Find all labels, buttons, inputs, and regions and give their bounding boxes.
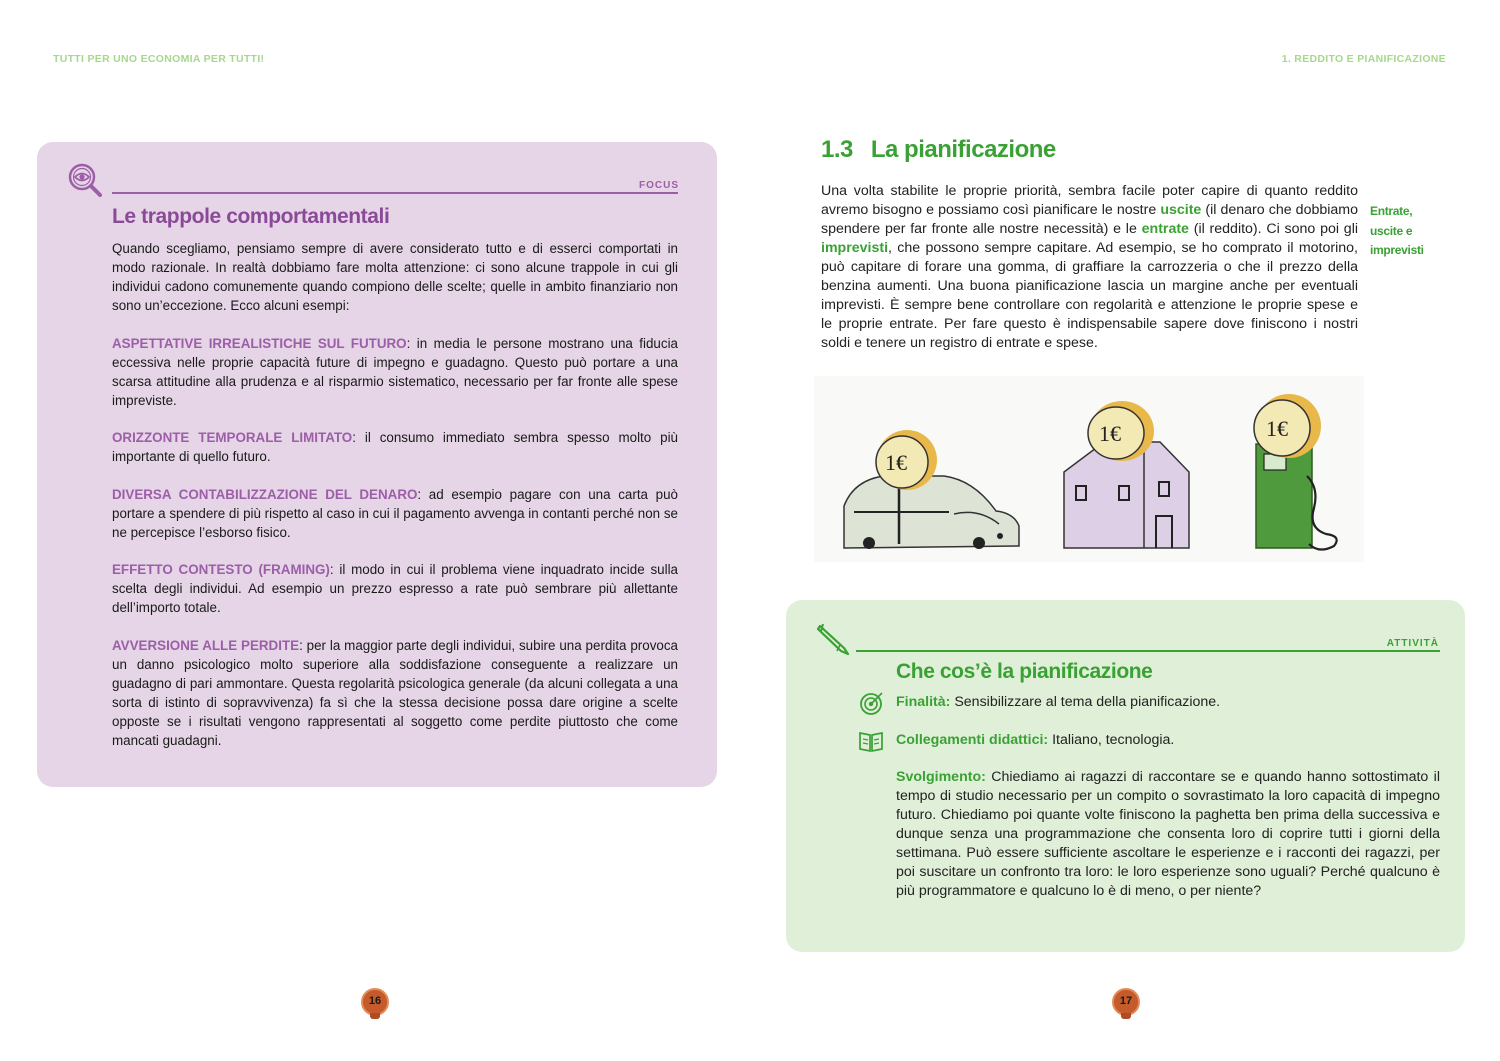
focus-item-term: ORIZZONTE TEMPORALE LIMITATO [112, 430, 353, 445]
focus-item-term: ASPETTATIVE IRREALISTICHE SUL FUTURO [112, 335, 407, 351]
coin-icon [876, 430, 937, 490]
activity-title: Che cos’è la pianificazione [896, 660, 1153, 683]
focus-item-text: : il consumo immediato sembra spesso molto più importante di quello futuro. [112, 430, 678, 464]
section-number: 1.3 [821, 136, 853, 163]
margin-note-line: imprevisti [1370, 243, 1424, 257]
illustration-coins [814, 376, 1364, 562]
finalita-text: Sensibilizzare al tema della pianificazione. [950, 694, 1221, 710]
keyword-entrate: entrate [1141, 221, 1189, 237]
focus-item-term: AVVERSIONE ALLE PERDITE [112, 637, 300, 653]
keyword-imprevisti: imprevisti [821, 240, 889, 256]
body-text-part: , che possono sempre capitare. Ad esempio, se ho comprato il motorino, può capitare di forare una gomma, di graffiare la carrozzeria o che il prezzo della benzina aumenti. Una buona pianificazione lascia un margine anche per eventuali imprevisti. È sempre bene controllare con regolarità e attenzione le proprie spese e le proprie entrate. Per fare questo è indispensabile sapere dove finiscono i nostri soldi e tenere un registro di entrate e spese. [821, 240, 1358, 351]
activity-finalita [896, 693, 1440, 712]
page-number-right [1112, 988, 1140, 1020]
activity-divider [856, 650, 1440, 652]
section-title [821, 136, 1056, 164]
focus-item-text: : ad esempio pagare con una carta può portare a spendere di più rispetto al caso in cui il pagamento avvenga in contanti perché non se ne percepisce l’esborso fisico. [112, 486, 678, 540]
focus-title: Le trappole comportamentali [112, 205, 390, 228]
svolgimento-text: Chiediamo ai ragazzi di raccontare se e quando hanno sottostimato il tempo di studio necessario per un compito o sovrastimato la loro capacità di impegno futuro. Chiediamo poi quante volte finiscono la paghetta ben prima della successiva e dunque senza una programmazione che consenta loro di coprire tutti i giorni della settimana. Può essere sufficiente ascoltare le esperienze e i racconti dei ragazzi, per poi suscitare un confronto tra loro: le loro esperienze sono uguali? Perché qualcuno è più programmatore e qualcuno lo è di meno, o per niente? [896, 769, 1440, 899]
page-number-base [370, 1013, 380, 1019]
focus-item-text: : in media le persone mostrano una fiducia eccessiva nelle proprie capacità future di impegno e guadagno. Questo può portare a una scarsa attitudine alla prudenza e al risparmio sistematico, necessario per far fronte alle spese impreviste. [112, 335, 678, 408]
focus-item [112, 428, 678, 466]
focus-tag: FOCUS [639, 180, 679, 191]
keyword-uscite: uscite [1160, 202, 1202, 218]
collegamenti-label: Collegamenti didattici: [896, 732, 1049, 748]
coin-icon [1254, 394, 1321, 458]
open-book-icon [858, 728, 884, 754]
activity-box [786, 600, 1465, 952]
magnifier-eye-icon [65, 160, 105, 200]
running-head-left: TUTTI PER UNO ECONOMIA PER TUTTI! [53, 53, 265, 65]
margin-note [1370, 202, 1450, 261]
activity-collegamenti [896, 731, 1440, 750]
body-text-part: (il reddito). Ci sono poi gli [1188, 221, 1358, 237]
focus-divider [112, 192, 678, 194]
finalita-label: Finalità: [896, 694, 951, 710]
page-number-text: 16 [368, 995, 382, 1007]
focus-item-text: : per la maggior parte degli individui, subire una perdita provoca un danno psicologico molto superiore alla soddisfazione conseguente a realizzare un guadagno di pari ammontare. Questa regolarità psicologica generale (da alcuni collegata a una sorta di istinto di sopravvivenza) fa sì che la stessa decisione possa dare origine a scelte opposte se i risultati vengono rappresentati al soggetto come perdite piuttosto che come mancati guadagni. [112, 637, 679, 748]
svolgimento-label: Svolgimento: [896, 769, 986, 785]
margin-note-line: Entrate, [1370, 204, 1413, 218]
running-head-right: 1. REDDITO E PIANIFICAZIONE [1281, 53, 1446, 65]
target-icon [858, 691, 884, 717]
page-number-base [1121, 1013, 1131, 1019]
focus-item [112, 485, 678, 542]
activity-tag: ATTIVITÀ [1386, 638, 1439, 649]
focus-intro: Quando scegliamo, pensiamo sempre di avere considerato tutto e di esserci comportati in modo razionale. In realtà dobbiamo fare molta attenzione: ci sono alcune trappole in cui gli individui cadono comunemente quando compiono delle scelte; quelle in ambito finanziario non sono un’eccezione. Ecco alcuni esempi: [112, 241, 678, 313]
pencil-icon [814, 618, 854, 658]
focus-item [112, 636, 678, 750]
coin-icon [1088, 401, 1154, 461]
coin-label: 1€ [1266, 416, 1288, 441]
margin-note-line: uscite e [1370, 223, 1413, 238]
fuel-pump-icon [1256, 444, 1337, 550]
focus-text [112, 239, 678, 768]
focus-item-text: : il modo in cui il problema viene inquadrato incide sulla scelta degli individui. Ad esempio un prezzo espresso a rate può sembrare più allettante dell’importo totale. [112, 562, 678, 615]
body-text-part: (il denaro che dobbiamo spendere per far fronte alle nostre necessità) e le [821, 202, 1358, 237]
focus-item [112, 334, 678, 410]
section-body [821, 182, 1358, 353]
car-icon [844, 476, 1019, 549]
page-number-text: 17 [1119, 995, 1133, 1007]
focus-item-term: EFFETTO CONTESTO (FRAMING) [112, 562, 330, 577]
focus-item-term: DIVERSA CONTABILIZZAZIONE DEL DENARO [112, 486, 418, 502]
focus-box [37, 142, 717, 787]
collegamenti-text: Italiano, tecnologia. [1048, 732, 1175, 748]
section-title-text: La pianificazione [870, 136, 1056, 163]
focus-item [112, 560, 678, 617]
coins-illustration-svg [814, 376, 1364, 562]
body-text-part: Una volta stabilite le proprie priorità, sembra facile poter capire di quanto reddito avremo bisogno e possiamo così pianificare le nostre [821, 183, 1358, 218]
coin-label: 1€ [885, 450, 907, 475]
activity-svolgimento [896, 768, 1440, 901]
page-number-left [361, 988, 389, 1020]
coin-label: 1€ [1099, 421, 1121, 446]
